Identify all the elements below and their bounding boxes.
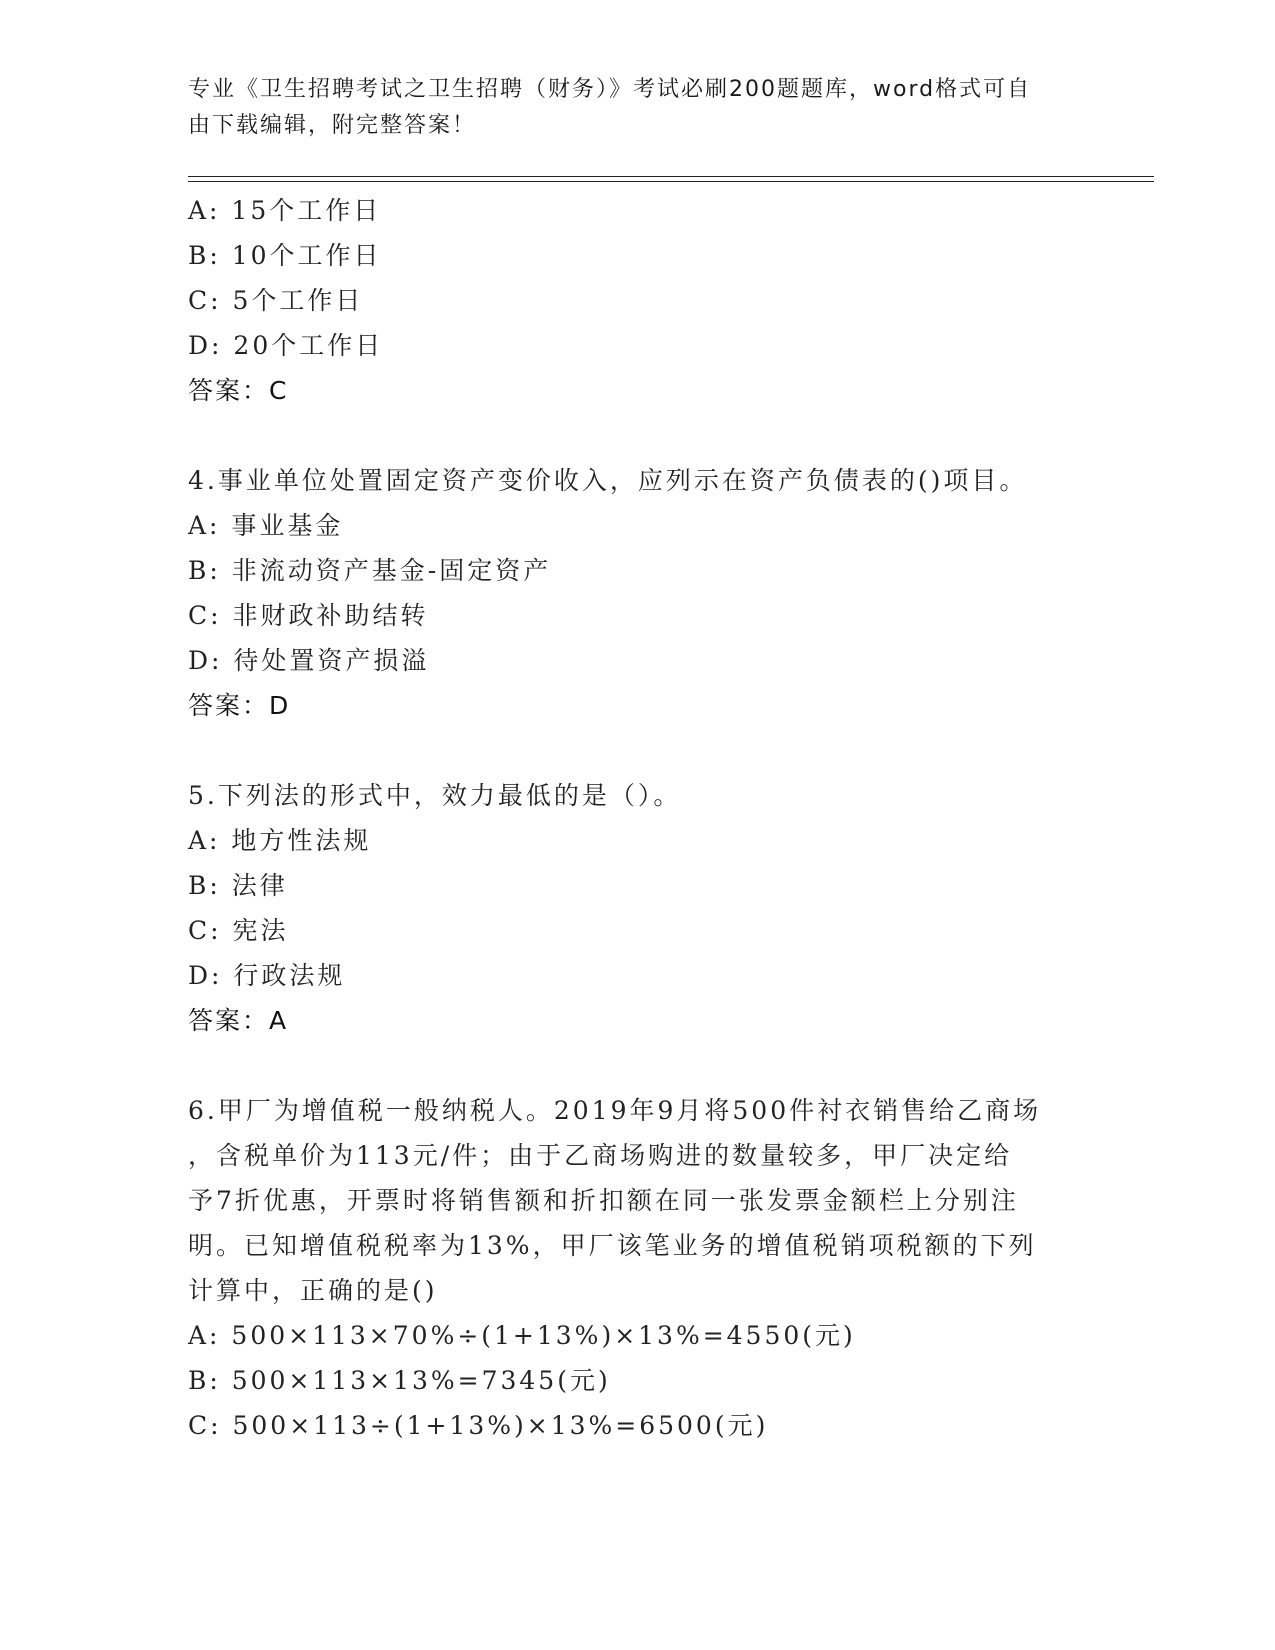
- option-b: B: 500×113×13%=7345(元): [188, 1366, 611, 1395]
- document-body: [188, 188, 1068, 1448]
- option-c: C: 500×113÷(1+13%)×13%=6500(元): [188, 1411, 769, 1440]
- question-text-line-1: 6.甲厂为增值税一般纳税人。2019年9月将500件衬衣销售给乙商场: [188, 1096, 1042, 1125]
- option-a: A: 15个工作日: [188, 196, 382, 225]
- option-a: A: 地方性法规: [188, 826, 372, 855]
- header-divider-bottom: [188, 181, 1154, 182]
- answer: 答案：C: [188, 376, 289, 405]
- option-c: C: 5个工作日: [188, 286, 364, 315]
- question-text-line-5: 计算中，正确的是(): [188, 1276, 438, 1305]
- question-text-line-2: ，含税单价为113元/件；由于乙商场购进的数量较多，甲厂决定给: [188, 1141, 1013, 1170]
- question-3: [188, 188, 1068, 413]
- answer: 答案：A: [188, 1006, 289, 1035]
- question-text-line-4: 明。已知增值税税率为13%，甲厂该笔业务的增值税销项税额的下列: [188, 1231, 1037, 1260]
- header-title-line-1: 专业《卫生招聘考试之卫生招聘（财务）》考试必刷200题题库，word格式可自: [188, 77, 1032, 102]
- answer: 答案：D: [188, 691, 291, 720]
- question-text-line-3: 予7折优惠，开票时将销售额和折扣额在同一张发票金额栏上分别注: [188, 1186, 1019, 1215]
- question-5: [188, 773, 1068, 1043]
- question-6: [188, 1088, 1068, 1448]
- spacer: [188, 1043, 1068, 1088]
- option-d: D: 待处置资产损溢: [188, 646, 430, 675]
- option-c: C: 宪法: [188, 916, 289, 945]
- spacer: [188, 728, 1068, 773]
- question-text: 5.下列法的形式中，效力最低的是（）。: [188, 781, 682, 810]
- option-b: B: 10个工作日: [188, 241, 382, 270]
- document-header: [188, 72, 1068, 144]
- option-d: D: 20个工作日: [188, 331, 384, 360]
- question-4: [188, 458, 1068, 728]
- option-c: C: 非财政补助结转: [188, 601, 429, 630]
- option-b: B: 法律: [188, 871, 288, 900]
- header-title-line-2: 由下载编辑，附完整答案！: [188, 113, 477, 138]
- question-text: 4.事业单位处置固定资产变价收入，应列示在资产负债表的()项目。: [188, 466, 1028, 495]
- option-a: A: 500×113×70%÷(1+13%)×13%=4550(元): [188, 1321, 856, 1350]
- option-a: A: 事业基金: [188, 511, 344, 540]
- header-divider-top: [188, 176, 1154, 177]
- option-d: D: 行政法规: [188, 961, 346, 990]
- option-b: B: 非流动资产基金-固定资产: [188, 556, 552, 585]
- spacer: [188, 413, 1068, 458]
